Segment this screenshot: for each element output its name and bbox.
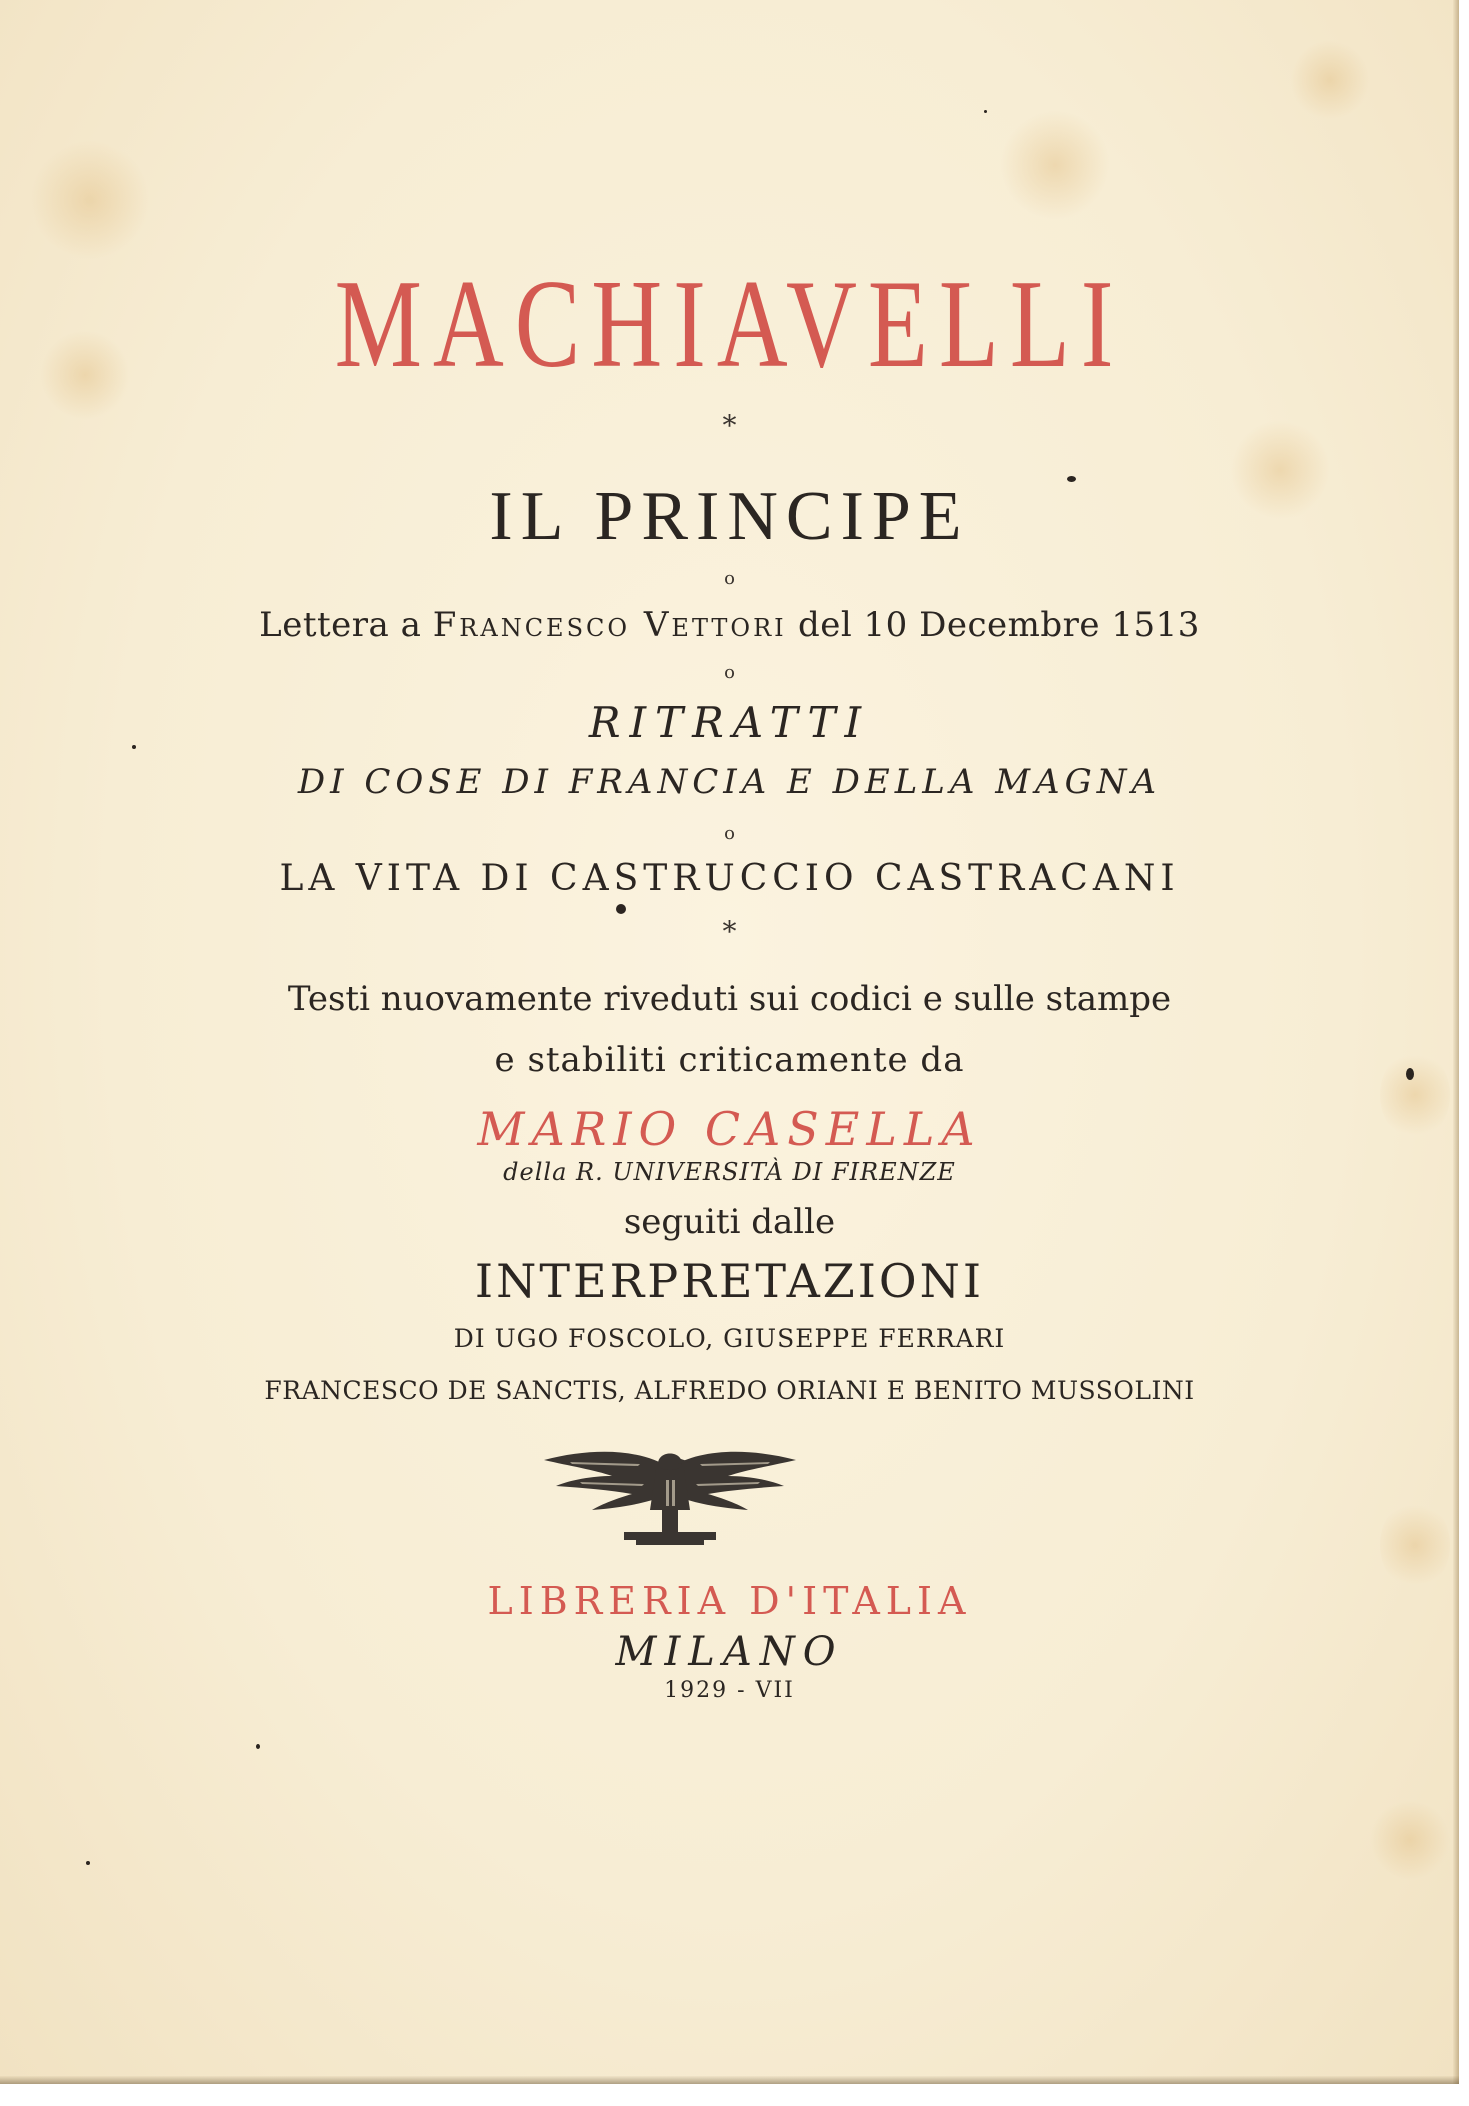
author-title: MACHIAVELLI bbox=[334, 255, 1125, 394]
interpreters-line: FRANCESCO DE SANCTIS, ALFREDO ORIANI E BENITO MUSSOLINI bbox=[264, 1376, 1195, 1405]
letter-suffix: del 10 Decembre 1513 bbox=[786, 605, 1200, 645]
work-title: IL PRINCIPE bbox=[489, 478, 970, 555]
publisher-name: LIBRERIA D'ITALIA bbox=[487, 1579, 972, 1623]
eagle-emblem-icon bbox=[540, 1440, 800, 1560]
editor-name: MARIO CASELLA bbox=[477, 1102, 982, 1156]
followed-by: seguiti dalle bbox=[623, 1202, 836, 1242]
vita-title: LA VITA DI CASTRUCCIO CASTRACANI bbox=[279, 858, 1180, 899]
asterisk-ornament: * bbox=[722, 915, 737, 948]
foxing-stain bbox=[1290, 40, 1370, 120]
circle-ornament: o bbox=[724, 823, 735, 844]
letter-prefix: Lettera a bbox=[259, 605, 433, 645]
foxing-stain bbox=[1000, 110, 1110, 220]
ink-speck bbox=[616, 904, 626, 914]
publication-date: 1929 - VII bbox=[664, 1678, 795, 1703]
interpreters-line: DI UGO FOSCOLO, GIUSEPPE FERRARI bbox=[453, 1324, 1006, 1353]
interpretations-heading: INTERPRETAZIONI bbox=[474, 1254, 985, 1308]
page-edge bbox=[0, 2076, 1459, 2084]
foxing-stain bbox=[40, 330, 130, 420]
edition-line: Testi nuovamente riveduti sui codici e sulle stampe bbox=[287, 979, 1172, 1019]
asterisk-ornament: * bbox=[722, 409, 737, 442]
ritratti-subtitle: DI COSE DI FRANCIA E DELLA MAGNA bbox=[297, 762, 1162, 802]
edition-line: e stabiliti criticamente da bbox=[494, 1040, 965, 1080]
editor-affiliation: della R. UNIVERSITÀ DI FIRENZE bbox=[503, 1158, 956, 1186]
ink-speck bbox=[256, 1744, 260, 1749]
page-edge bbox=[1453, 0, 1459, 2084]
circle-ornament: o bbox=[724, 568, 735, 589]
ink-speck bbox=[86, 1861, 90, 1865]
publication-city: MILANO bbox=[615, 1629, 844, 1675]
foxing-stain bbox=[1380, 1500, 1450, 1590]
ritratti-title: RITRATTI bbox=[588, 698, 871, 747]
foxing-stain bbox=[1370, 1800, 1450, 1880]
letter-recipient: Francesco Vettori bbox=[432, 605, 787, 645]
ink-speck bbox=[984, 110, 987, 113]
ink-speck bbox=[132, 745, 136, 749]
letter-line bbox=[0, 605, 1459, 645]
circle-ornament: o bbox=[724, 662, 735, 683]
foxing-stain bbox=[30, 140, 150, 260]
